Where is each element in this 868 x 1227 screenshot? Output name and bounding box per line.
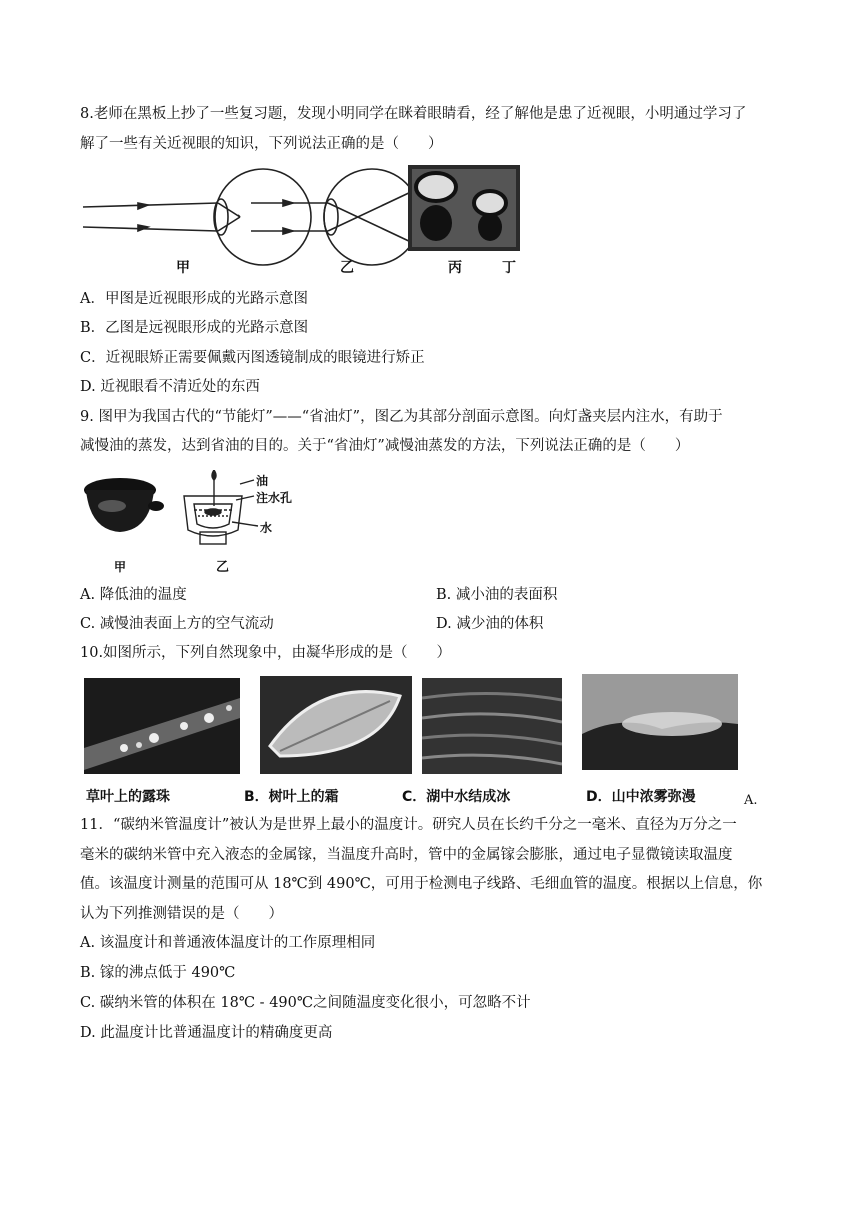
q9-label-water: 水: [260, 521, 273, 535]
q11-option-b: B. 镓的沸点低于 490℃: [80, 965, 236, 981]
q11-stem-line1: 11．“碳纳米管温度计”被认为是世界上最小的温度计。研究人员在长约千分之一毫米、直径为万分之一: [80, 817, 737, 833]
q8-option-b: B．乙图是远视眼形成的光路示意图: [80, 320, 309, 336]
q10-caption-a: 草叶上的露珠: [86, 789, 170, 805]
q8-stem-line1: 8.老师在黑板上抄了一些复习题，发现小明同学在眯着眼睛看，经了解他是患了近视眼，小明通过学习了: [80, 106, 747, 122]
q9-option-c: C. 减慢油表面上方的空气流动: [80, 616, 274, 632]
q11-stem-line4: 认为下列推测错误的是（ ）: [80, 906, 283, 922]
photo-lake-ice: [422, 678, 562, 774]
q11-option-a: A. 该温度计和普通液体温度计的工作原理相同: [80, 935, 376, 951]
q10-caption-d: D．山中浓雾弥漫: [586, 789, 696, 805]
q10-trailing-a: A.: [744, 793, 758, 808]
q9-option-a: A. 降低油的温度: [80, 587, 187, 603]
q10-caption-c: C．湖中水结成冰: [402, 789, 511, 805]
photo-dew-on-grass: [84, 678, 240, 774]
q8-option-a: A．甲图是近视眼形成的光路示意图: [80, 291, 308, 307]
photo-frost-on-leaf: [260, 676, 412, 774]
eye-diagram-yi: [251, 169, 420, 265]
q8-label-yi: 乙: [340, 260, 354, 276]
q9-option-b: B. 减小油的表面积: [436, 587, 558, 603]
q8-label-bing: 丙: [448, 260, 462, 276]
lamp-diagram-yi: [184, 470, 258, 544]
q11-option-d: D. 此温度计比普通温度计的精确度更高: [80, 1025, 333, 1041]
q9-stem-line1: 9. 图甲为我国古代的“节能灯”——“省油灯”，图乙为其部分剖面示意图。向灯盏夹层内注水，有助于: [80, 409, 723, 425]
lamp-photo-jia: [84, 478, 164, 532]
q9-option-d: D. 减少油的体积: [436, 616, 544, 632]
q9-label-yi: 乙: [216, 560, 230, 575]
q9-label-oil: 油: [256, 474, 269, 488]
q8-stem-line2: 解了一些有关近视眼的知识，下列说法正确的是（ ）: [80, 136, 443, 152]
q8-label-jia: 甲: [176, 260, 190, 276]
q10-stem: 10.如图所示，下列自然现象中，由凝华形成的是（ ）: [80, 645, 452, 661]
q9-lamp-figures: [82, 470, 282, 570]
q11-option-c: C. 碳纳米管的体积在 18℃ - 490℃之间随温度变化很小，可忽略不计: [80, 995, 531, 1011]
photo-mountain-fog: [582, 674, 738, 770]
q8-eye-diagrams: [78, 165, 538, 280]
q8-option-c: C．近视眼矫正需要佩戴丙图透镜制成的眼镜进行矫正: [80, 350, 425, 366]
q9-label-jia: 甲: [114, 560, 127, 574]
q9-label-water-hole: 注水孔: [256, 491, 293, 505]
lens-photo-bing-ding: [408, 165, 520, 251]
eye-diagram-jia: [83, 169, 311, 265]
q11-stem-line3: 值。该温度计测量的范围可从 18℃到 490℃，可用于检测电子线路、毛细血管的温度。根据以上信息，你: [80, 876, 763, 892]
q11-stem-line2: 毫米的碳纳米管中充入液态的金属镓，当温度升高时，管中的金属镓会膨胀，通过电子显微镜读取温度: [80, 847, 733, 863]
q10-caption-b: B．树叶上的霜: [244, 789, 339, 805]
q8-label-ding: 丁: [502, 260, 516, 276]
q8-option-d: D. 近视眼看不清近处的东西: [80, 379, 260, 395]
q9-stem-line2: 减慢油的蒸发，达到省油的目的。关于“省油灯”减慢油蒸发的方法，下列说法正确的是（ ）: [80, 438, 690, 454]
